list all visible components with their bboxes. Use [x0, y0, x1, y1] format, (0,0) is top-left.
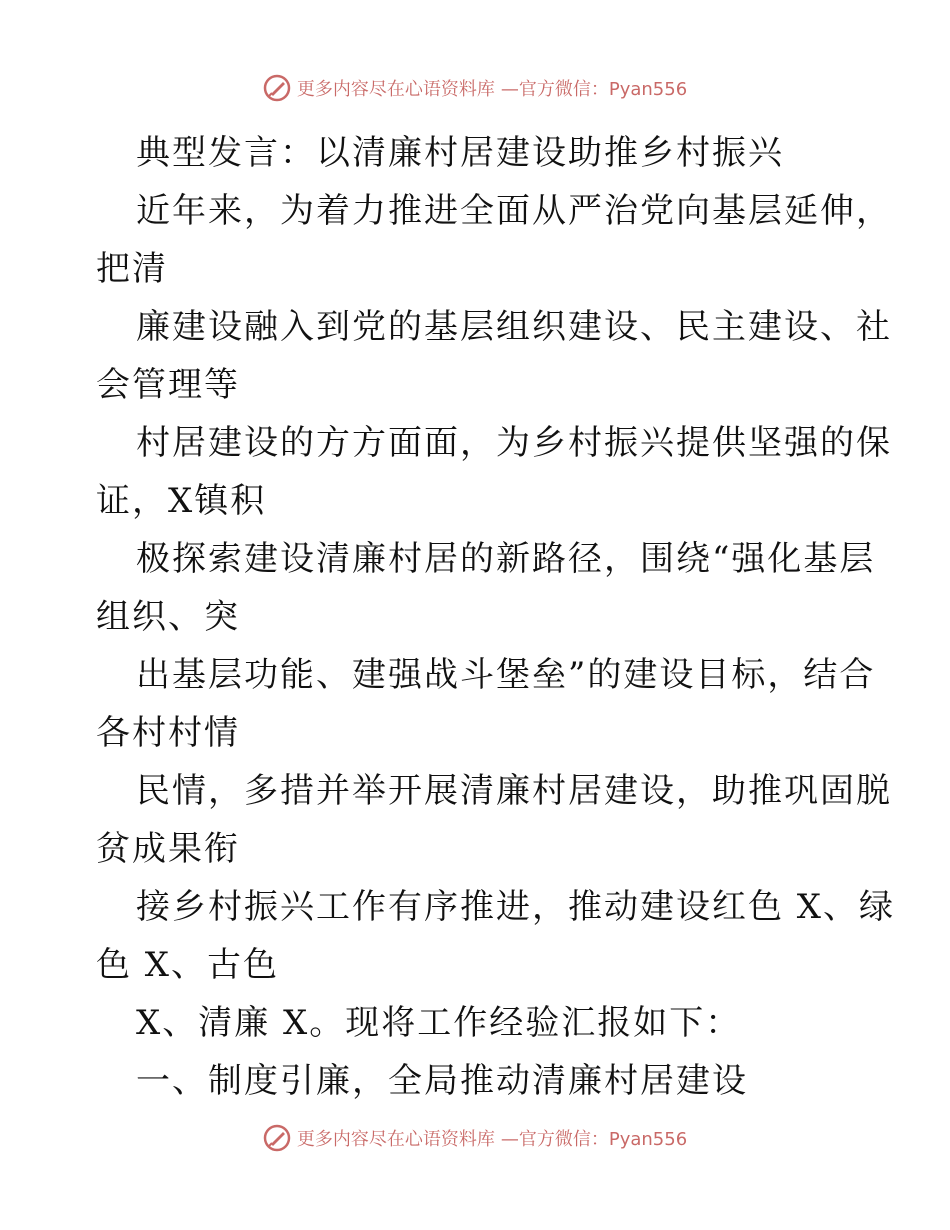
document-line: 近年来，为着力推进全面从严治党向基层延伸，: [136, 191, 892, 231]
document-line: 极探索建设清廉村居的新路径，围绕“强化基层: [136, 539, 876, 579]
document-line: 廉建设融入到党的基层组织建设、民主建设、社: [136, 307, 892, 347]
watermark-text: 更多内容尽在心语资料库: [296, 1129, 495, 1150]
document-line: 村居建设的方方面面，为乡村振兴提供坚强的保: [136, 423, 892, 463]
document-line: 色 X、古色: [96, 945, 280, 985]
watermark-wechat: —官方微信：Pyan556: [500, 79, 688, 100]
watermark-header: [0, 74, 950, 102]
watermark-footer: [0, 1124, 950, 1152]
quill-pen-logo-icon: [263, 1124, 291, 1152]
watermark-wechat: —官方微信：Pyan556: [500, 1129, 688, 1150]
document-line: X、清廉 X。现将工作经验汇报如下：: [136, 1003, 742, 1043]
document-line: 接乡村振兴工作有序推进，推动建设红色 X、绿: [136, 887, 896, 927]
document-title: 典型发言：以清廉村居建设助推乡村振兴: [136, 133, 784, 173]
quill-pen-logo-icon: [263, 74, 291, 102]
document-line: 贫成果衔: [96, 829, 240, 869]
document-line: 出基层功能、建强战斗堡垒”的建设目标，结合: [136, 655, 876, 695]
watermark-text: 更多内容尽在心语资料库: [296, 79, 495, 100]
document-line: 证，X镇积: [96, 481, 267, 521]
section-heading: 一、制度引廉，全局推动清廉村居建设: [136, 1061, 748, 1101]
document-line: 把清: [96, 249, 168, 289]
document-body: [96, 124, 896, 1110]
document-line: 各村村情: [96, 713, 240, 753]
document-line: 组织、突: [96, 597, 240, 637]
document-line: 民情，多措并举开展清廉村居建设，助推巩固脱: [136, 771, 892, 811]
document-line: 会管理等: [96, 365, 240, 405]
